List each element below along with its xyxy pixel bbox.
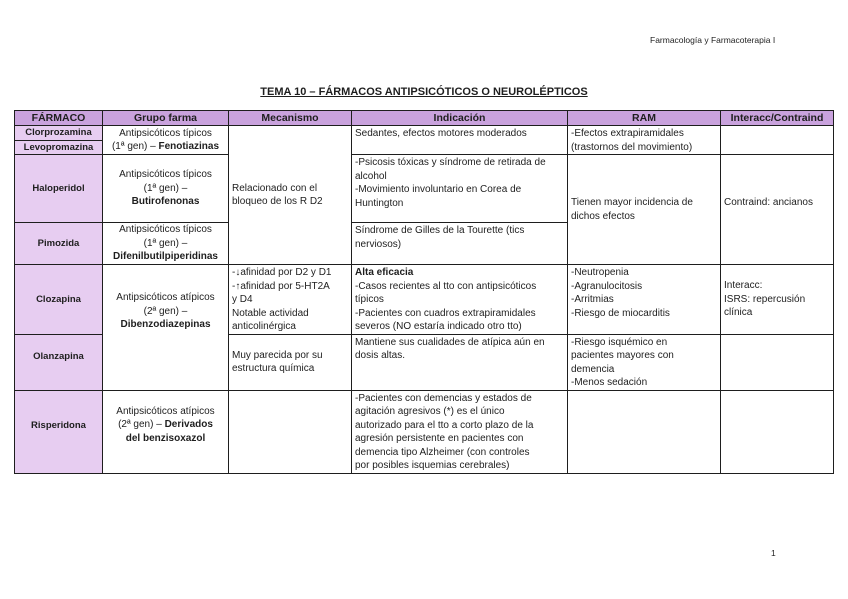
mechanism-line: -↓afinidad por D2 y D1 bbox=[232, 267, 332, 278]
interaction-cell-clozapina bbox=[721, 265, 834, 335]
ram-cell-fenotiazinas bbox=[568, 126, 721, 155]
indication-cell-risperidona bbox=[352, 390, 568, 473]
ram-line: demencia bbox=[571, 363, 615, 375]
group-generation: (1ª gen) – bbox=[143, 182, 188, 194]
ram-cell-clozapina bbox=[568, 265, 721, 335]
indication-line: -Pacientes con cuadros extrapiramidales bbox=[355, 307, 536, 319]
group-family: Derivados bbox=[164, 419, 213, 430]
column-header-grupo-farma: Grupo farma bbox=[103, 111, 229, 126]
indication-line: -Pacientes con demencias y estados de bbox=[355, 392, 532, 404]
indication-line: -Casos recientes al tto con antipsicóticos bbox=[355, 280, 537, 292]
ram-line: -Riesgo de miocarditis bbox=[571, 307, 670, 319]
mechanism-line: y D4 bbox=[232, 294, 253, 305]
ram-cell-olanzapina bbox=[568, 334, 721, 390]
drug-name-haloperidol: Haloperidol bbox=[15, 155, 103, 223]
mechanism-cell-risperidona bbox=[229, 390, 352, 473]
page-number: 1 bbox=[771, 548, 776, 558]
group-cell-dibenzodiazepinas bbox=[103, 265, 229, 391]
table-row-clorprozamina bbox=[15, 126, 834, 141]
antipsychotics-table bbox=[14, 110, 834, 474]
group-line: Antipsicóticos atípicos bbox=[116, 405, 215, 417]
group-line: Antipsicóticos típicos bbox=[119, 127, 212, 139]
ram-line: pacientes mayores con bbox=[571, 350, 674, 361]
mechanism-line: anticolinérgica bbox=[232, 321, 296, 332]
group-family: Dibenzodiazepinas bbox=[120, 319, 211, 330]
mechanism-cell-olanzapina bbox=[229, 334, 352, 390]
drug-name-olanzapina: Olanzapina bbox=[15, 334, 103, 390]
interaction-line: ISRS: repercusión bbox=[724, 293, 806, 305]
group-generation: (2ª gen) – bbox=[118, 419, 165, 430]
indication-line: Huntington bbox=[355, 197, 404, 209]
ram-line: -Efectos extrapiramidales bbox=[571, 128, 684, 139]
drug-name-clorprozamina: Clorprozamina bbox=[15, 126, 103, 141]
running-header: Farmacología y Farmacoterapia I bbox=[650, 35, 776, 45]
column-header-ram: RAM bbox=[568, 111, 721, 126]
group-line bbox=[106, 418, 225, 432]
group-line: Antipsicóticos atípicos bbox=[116, 292, 215, 303]
group-family: del benzisoxazol bbox=[125, 432, 206, 444]
mechanism-cell-typical bbox=[229, 126, 352, 265]
drug-name-pimozida: Pimozida bbox=[15, 223, 103, 265]
mechanism-line: bloqueo de los R D2 bbox=[232, 196, 323, 207]
indication-line: autorizado para el tto a corto plazo de la bbox=[355, 419, 534, 431]
group-generation: (1ª gen) – bbox=[143, 237, 188, 249]
column-header-farmaco: FÁRMACO bbox=[15, 111, 103, 126]
table-row-clozapina bbox=[15, 265, 834, 335]
drug-name-risperidona: Risperidona bbox=[15, 390, 103, 473]
ram-line: -Agranulocitosis bbox=[571, 280, 643, 292]
drug-name-levopromazina: Levopromazina bbox=[15, 140, 103, 155]
group-cell-fenotiazinas bbox=[103, 126, 229, 155]
indication-line: Sedantes, efectos motores moderados bbox=[355, 128, 527, 139]
ram-line: dichos efectos bbox=[571, 210, 635, 222]
interaction-line: Contraind: ancianos bbox=[724, 196, 813, 208]
interaction-cell-fenotiazinas bbox=[721, 126, 834, 155]
indication-line: por posibles isquemias cerebrales) bbox=[355, 460, 510, 471]
table-body bbox=[15, 126, 834, 474]
group-line: Antipsicóticos típicos bbox=[119, 224, 212, 236]
column-header-indicacion: Indicación bbox=[352, 111, 568, 126]
indication-cell-pimozida bbox=[352, 223, 568, 265]
table-header-row bbox=[15, 111, 834, 126]
group-family: Fenotiazinas bbox=[158, 141, 220, 152]
indication-cell-haloperidol bbox=[352, 155, 568, 223]
ram-cell-typical-high bbox=[568, 155, 721, 265]
indication-line: Mantiene sus cualidades de atípica aún en bbox=[355, 336, 545, 348]
indication-line: alcohol bbox=[355, 170, 387, 182]
mechanism-cell-clozapina bbox=[229, 265, 352, 335]
interaction-line: Interacc: bbox=[724, 280, 763, 291]
interaction-line: clínica bbox=[724, 307, 753, 318]
indication-line: nerviosos) bbox=[355, 238, 402, 250]
drug-name-clozapina: Clozapina bbox=[15, 265, 103, 335]
mechanism-line: Muy parecida por su bbox=[232, 349, 323, 361]
group-line: Antipsicóticos típicos bbox=[119, 169, 212, 181]
group-cell-difenilbutilpiperidinas bbox=[103, 223, 229, 265]
mechanism-line: estructura química bbox=[232, 363, 315, 374]
indication-line: Síndrome de Gilles de la Tourette (tics bbox=[355, 225, 525, 236]
group-generation: (1ª gen) – bbox=[111, 141, 159, 152]
indication-cell-fenotiazinas bbox=[352, 126, 568, 155]
ram-line: -Arritmias bbox=[571, 294, 614, 305]
indication-line: agresión persistente en pacientes con bbox=[355, 433, 524, 444]
document-title: TEMA 10 – FÁRMACOS ANTIPSICÓTICOS O NEUROLÉPTICOS bbox=[260, 86, 588, 98]
indication-line: demencia tipo Alzheimer (con controles bbox=[355, 446, 530, 458]
indication-cell-olanzapina bbox=[352, 334, 568, 390]
indication-line: agitación agresivos (*) es el único bbox=[355, 406, 505, 417]
column-header-mecanismo: Mecanismo bbox=[229, 111, 352, 126]
mechanism-line: -↑afinidad por 5-HT2A bbox=[232, 280, 330, 292]
ram-cell-risperidona bbox=[568, 390, 721, 473]
table-row-haloperidol bbox=[15, 155, 834, 223]
indication-line: típicos bbox=[355, 294, 384, 305]
group-line bbox=[106, 140, 225, 154]
mechanism-line: Relacionado con el bbox=[232, 182, 318, 194]
indication-line: -Movimiento involuntario en Corea de bbox=[355, 184, 522, 195]
group-generation: (2ª gen) – bbox=[143, 305, 188, 317]
indication-highlight: Alta eficacia bbox=[355, 267, 414, 278]
indication-line: severos (NO estaría indicado otro tto) bbox=[355, 321, 522, 332]
indication-cell-clozapina bbox=[352, 265, 568, 335]
mechanism-line: Notable actividad bbox=[232, 307, 309, 319]
interaction-cell-typical bbox=[721, 155, 834, 265]
indication-line: dosis altas. bbox=[355, 350, 406, 361]
table-head bbox=[15, 111, 834, 126]
indication-line: -Psicosis tóxicas y síndrome de retirada de bbox=[355, 157, 546, 168]
group-family: Butirofenonas bbox=[131, 196, 200, 208]
interaction-cell-olanzapina bbox=[721, 334, 834, 390]
interaction-cell-risperidona bbox=[721, 390, 834, 473]
group-cell-butirofenonas bbox=[103, 155, 229, 223]
ram-line: Tienen mayor incidencia de bbox=[571, 197, 693, 208]
ram-line: (trastornos del movimiento) bbox=[571, 141, 693, 153]
ram-line: -Riesgo isquémico en bbox=[571, 336, 668, 348]
table-row-risperidona bbox=[15, 390, 834, 473]
group-family: Difenilbutilpiperidinas bbox=[112, 251, 218, 263]
column-header-interacc-contraind: Interacc/Contraind bbox=[721, 111, 834, 126]
group-cell-benzisoxazol bbox=[103, 390, 229, 473]
ram-line: -Neutropenia bbox=[571, 267, 629, 278]
ram-line: -Menos sedación bbox=[571, 377, 648, 388]
